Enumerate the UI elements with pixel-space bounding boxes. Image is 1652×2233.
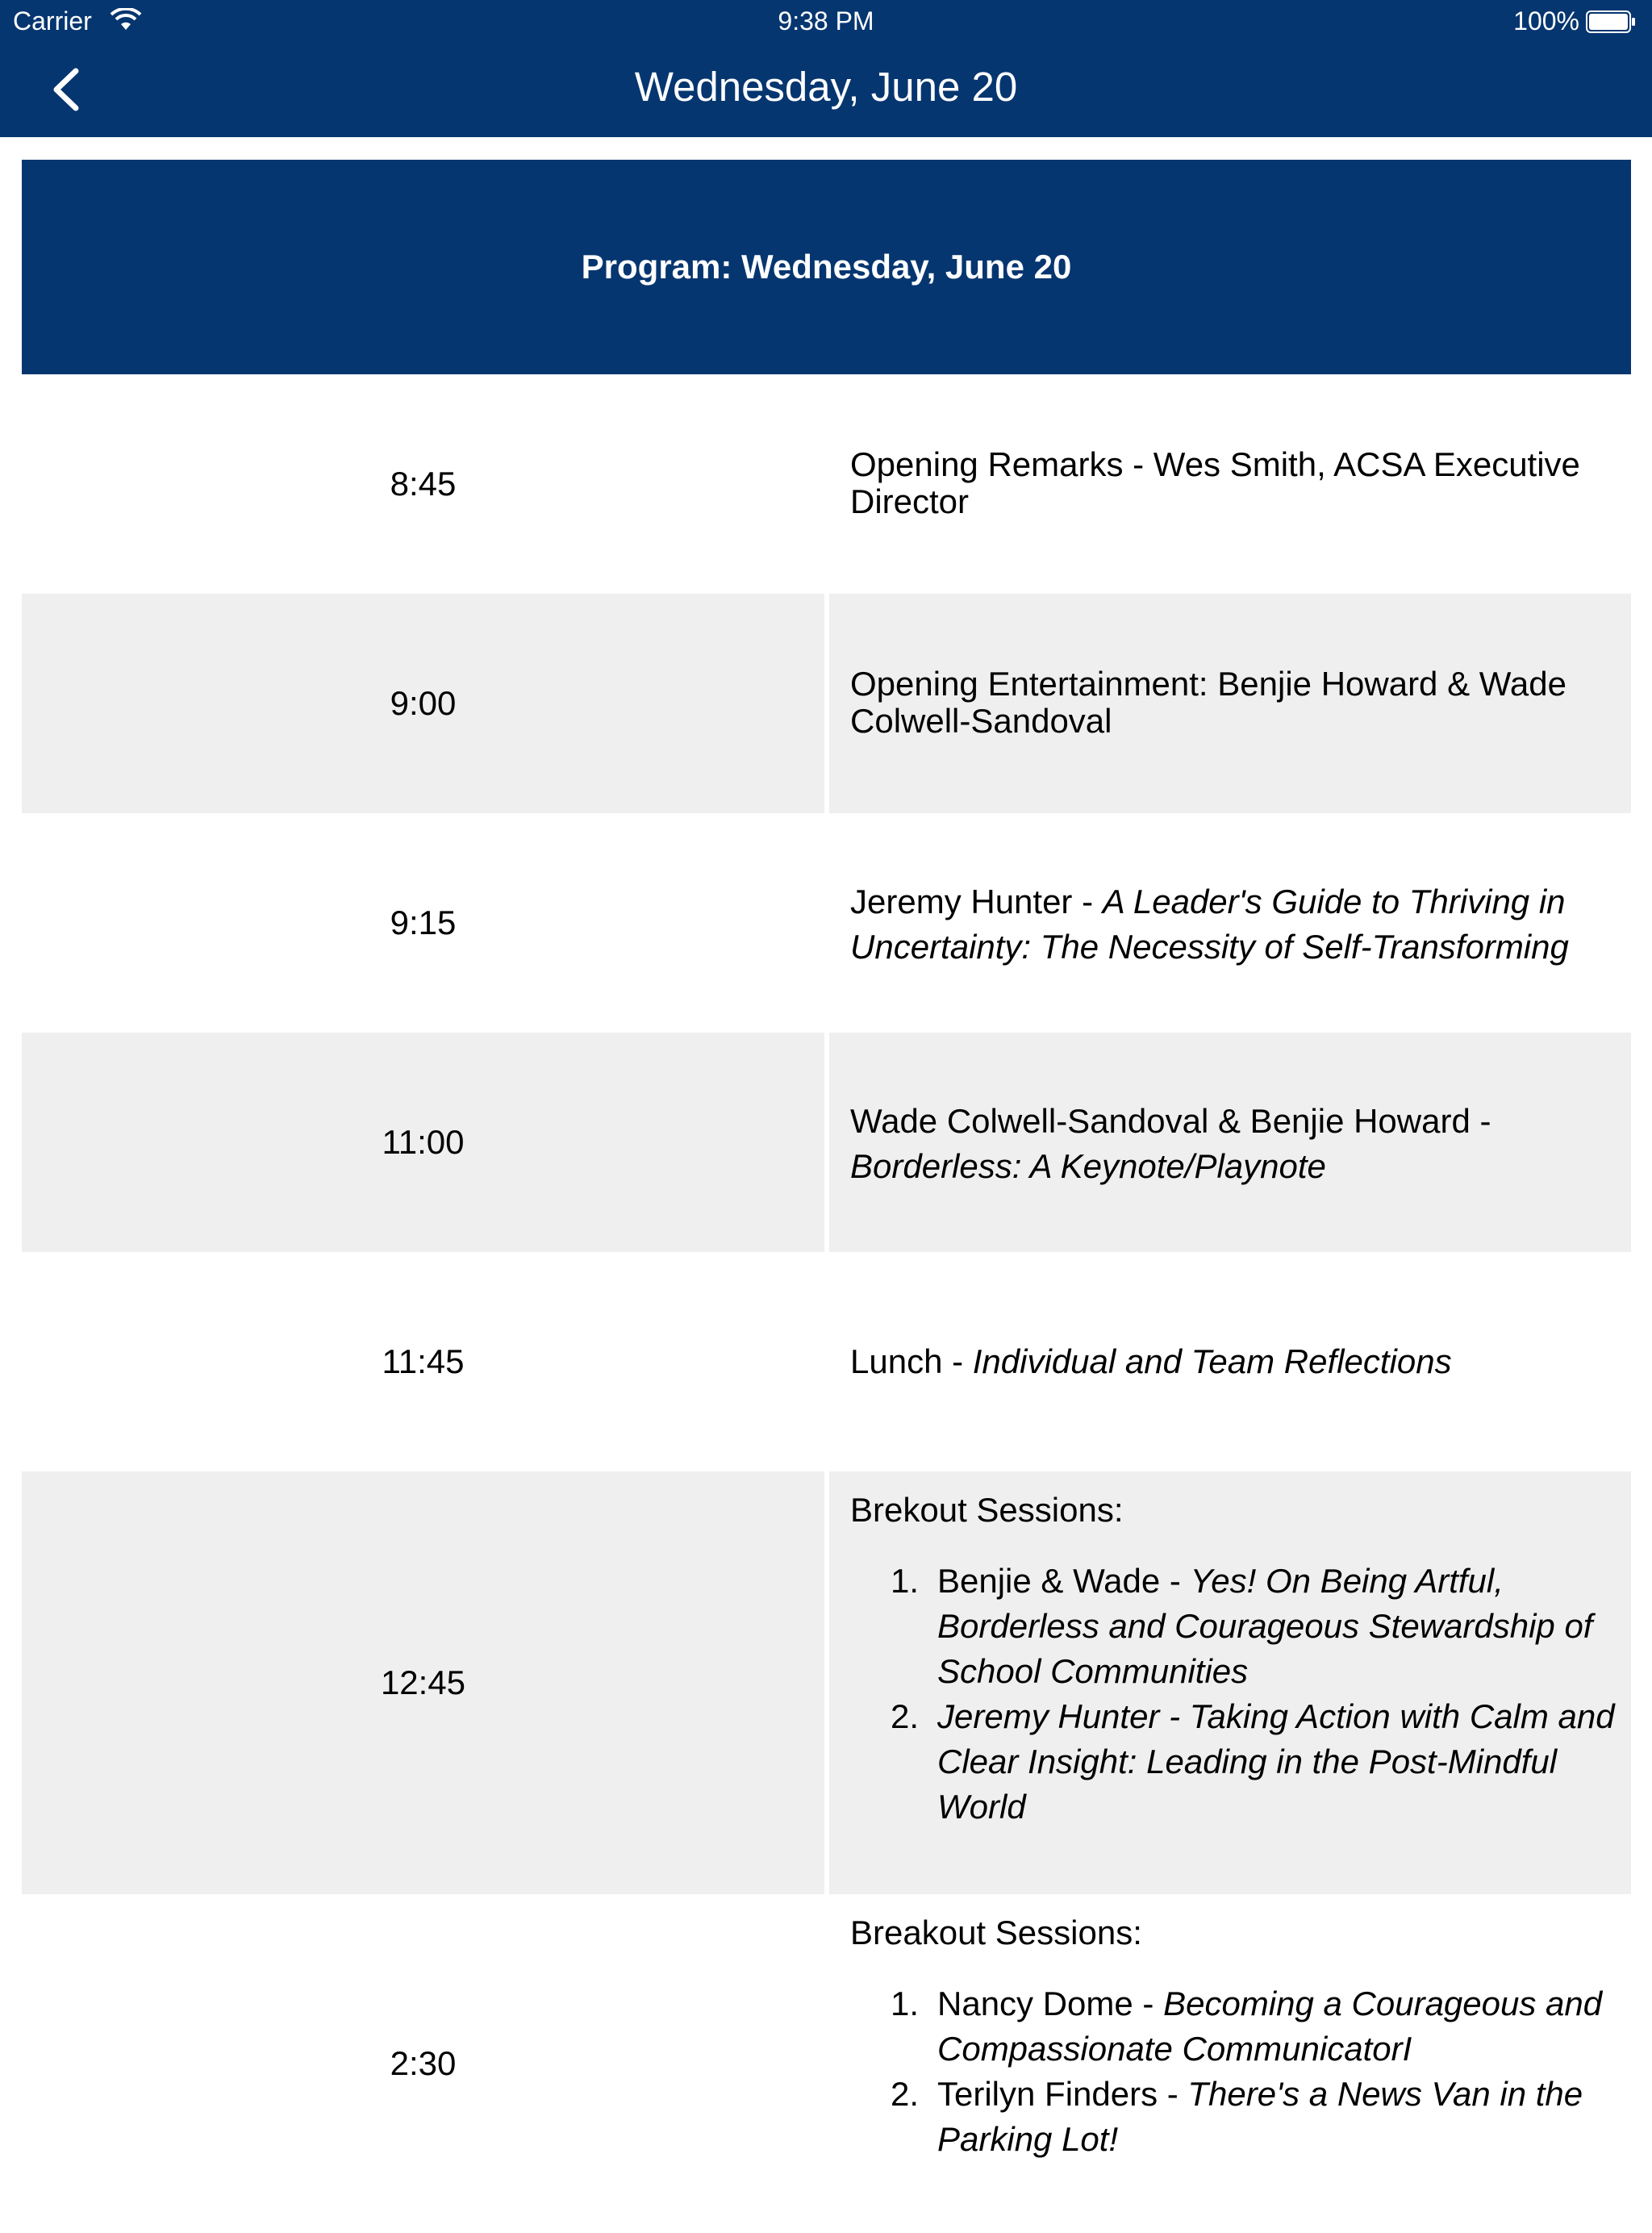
row-session: A Leader's Guide to Thriving in Uncertainty: The Necessity of Self-Transforming: [850, 883, 1569, 966]
row-time: 11:45: [382, 1342, 465, 1380]
status-time: 9:38 PM: [778, 6, 874, 35]
item-session: There's a News Van in the Parking Lot!: [937, 2075, 1583, 2158]
list-number: 1.: [891, 1985, 920, 2022]
battery-percent: 100%: [1513, 6, 1579, 35]
nav-title: Wednesday, June 20: [634, 64, 1018, 110]
row-time: 2:30: [390, 2044, 457, 2082]
row-description: [829, 1033, 1631, 1252]
table-row: [22, 813, 1631, 1033]
row-speaker: Wade Colwell-Sandoval & Benjie Howard -: [850, 1102, 1491, 1140]
status-bar: [0, 0, 1652, 42]
item-speaker: Benjie & Wade -: [937, 1562, 1191, 1600]
row-speaker: Jeremy Hunter -: [850, 883, 1103, 920]
row-time: 12:45: [22, 1471, 824, 1894]
list-number: 1.: [891, 1562, 920, 1600]
list-number: 2.: [891, 1697, 920, 1735]
table-row: [22, 374, 1631, 594]
carrier-label: Carrier: [13, 6, 92, 35]
row-heading: Breakout Sessions:: [850, 1914, 1142, 1951]
row-text: Opening Remarks - Wes Smith, ACSA Executive Director: [850, 445, 1580, 520]
list-item: [850, 2072, 1615, 2162]
program-header: Program: Wednesday, June 20: [22, 160, 1631, 374]
table-row: [22, 1033, 1631, 1252]
row-description: [829, 813, 1631, 1033]
row-description: [829, 374, 1631, 594]
item-speaker: Nancy Dome -: [937, 1985, 1164, 2022]
row-speaker: Lunch -: [850, 1342, 973, 1380]
row-time: 11:00: [22, 1033, 824, 1252]
row-time: 8:45: [390, 465, 457, 503]
row-description: [829, 594, 1631, 813]
table-row: [22, 1252, 1631, 1471]
row-text: Opening Entertainment: Benjie Howard & Wade Colwell-Sandoval: [850, 665, 1566, 740]
table-row: [22, 1894, 1631, 2233]
item-speaker: Terilyn Finders -: [937, 2075, 1188, 2113]
list-item: [850, 1559, 1615, 1694]
row-description: [829, 1471, 1631, 1894]
row-description: [829, 1894, 1631, 2233]
row-time: 9:15: [390, 904, 457, 941]
list-item: [850, 1694, 1615, 1830]
list-item: [850, 1981, 1615, 2072]
session-list: [850, 1559, 1615, 1830]
table-row: [22, 1471, 1631, 1894]
row-session: Borderless: A Keynote/Playnote: [850, 1147, 1326, 1185]
list-number: 2.: [891, 2075, 920, 2113]
row-time: 9:00: [22, 594, 824, 813]
item-session: Yes! On Being Artful, Borderless and Courageous Stewardship of School Communities: [937, 1562, 1593, 1690]
navigation-bar: [0, 42, 1652, 137]
row-heading: Brekout Sessions:: [850, 1491, 1124, 1529]
row-description: [829, 1252, 1631, 1471]
schedule-table: [22, 374, 1631, 2233]
battery-icon: [1586, 10, 1636, 33]
table-row: [22, 594, 1631, 813]
item-session: Becoming a Courageous and Compassionate CommunicatorI: [937, 1985, 1603, 2068]
session-list: [850, 1981, 1615, 2162]
row-session: Individual and Team Reflections: [972, 1342, 1452, 1380]
item-session: Jeremy Hunter - Taking Action with Calm and Clear Insight: Leading in the Post-Mindful World: [937, 1697, 1615, 1826]
